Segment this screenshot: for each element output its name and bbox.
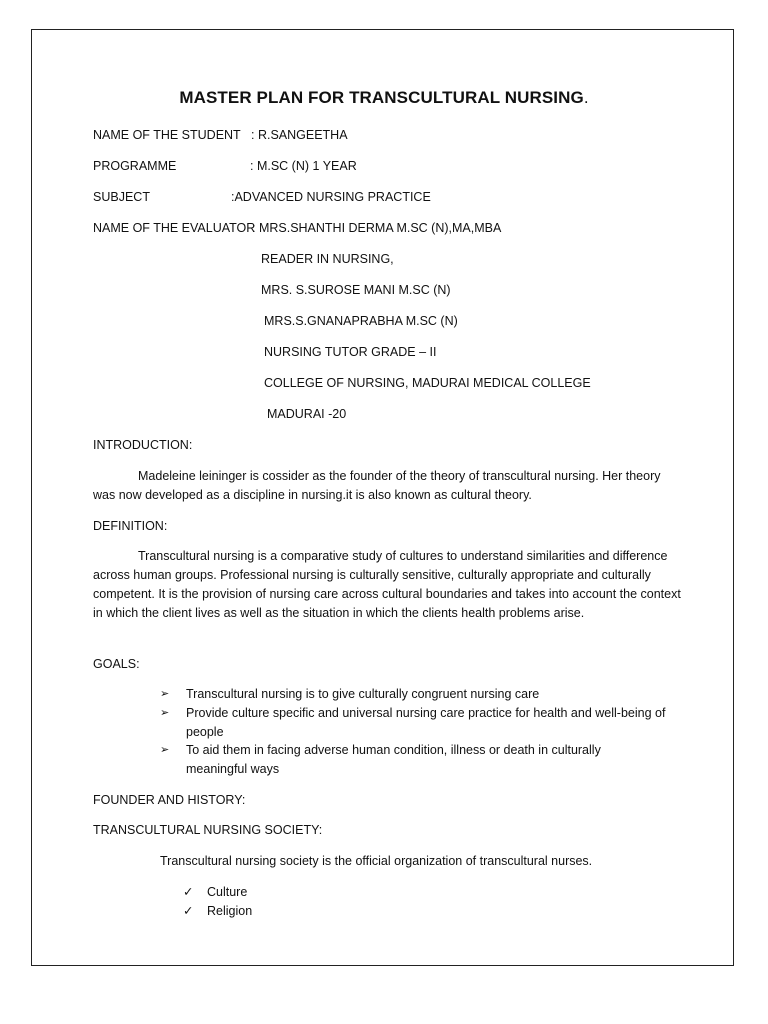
evaluator-line: MRS. S.SUROSE MANI M.SC (N)	[261, 283, 451, 297]
document-title	[0, 88, 768, 108]
programme-value: : M.SC (N) 1 YEAR	[250, 159, 357, 173]
programme-label: PROGRAMME	[93, 159, 177, 173]
society-list-item	[183, 883, 247, 902]
arrow-bullet-icon: ➢	[160, 688, 170, 700]
checkmark-icon: ✓	[183, 904, 194, 918]
student-value: : R.SANGEETHA	[251, 128, 348, 142]
founder-heading: FOUNDER AND HISTORY:	[93, 793, 246, 807]
document-title-period: .	[583, 88, 589, 107]
evaluator-line: READER IN NURSING,	[261, 252, 394, 266]
society-list-item	[183, 902, 252, 921]
checkmark-icon: ✓	[183, 885, 194, 899]
goal-text: To aid them in facing adverse human condition, illness or death in culturally meaningful ways	[186, 743, 601, 776]
definition-heading: DEFINITION:	[93, 519, 168, 533]
society-heading: TRANSCULTURAL NURSING SOCIETY:	[93, 823, 323, 837]
document-title-text: MASTER PLAN FOR TRANSCULTURAL NURSING	[179, 88, 584, 107]
evaluator-line: MRS.S.GNANAPRABHA M.SC (N)	[264, 314, 458, 328]
society-list-text: Religion	[207, 904, 253, 918]
subject-value: :ADVANCED NURSING PRACTICE	[231, 190, 431, 204]
goal-text: Provide culture specific and universal nursing care practice for health and well-being of people	[186, 706, 666, 739]
evaluator-line: MADURAI -20	[267, 407, 347, 421]
goal-text: Transcultural nursing is to give culturally congruent nursing care	[186, 687, 540, 701]
definition-text: Transcultural nursing is a comparative study of cultures to understand similarities and difference across human groups. Professional nursing is culturally sensitive, culturally appropriate and culturally competent. It is the provision of nursing care across cultural boundaries and takes into account the context in which the client lives as well as the situation in which the clients health problems arise.	[93, 549, 681, 620]
evaluator-label: NAME OF THE EVALUATOR	[93, 221, 256, 235]
student-label: NAME OF THE STUDENT	[93, 128, 241, 142]
society-text: Transcultural nursing society is the official organization of transcultural nurses.	[160, 854, 593, 868]
arrow-bullet-icon: ➢	[160, 707, 170, 719]
evaluator-line: COLLEGE OF NURSING, MADURAI MEDICAL COLLEGE	[264, 376, 591, 390]
definition-paragraph	[93, 547, 683, 623]
introduction-text: Madeleine leininger is cossider as the founder of the theory of transcultural nursing. Her theory was now developed as a discipline in nursing.it is also known as cultural theory.	[93, 469, 661, 502]
introduction-heading: INTRODUCTION:	[93, 438, 193, 452]
evaluator-value: : MRS.SHANTHI DERMA M.SC (N),MA,MBA	[252, 221, 502, 235]
introduction-paragraph	[93, 467, 683, 505]
arrow-bullet-icon: ➢	[160, 744, 170, 756]
subject-label: SUBJECT	[93, 190, 150, 204]
society-list-text: Culture	[207, 885, 248, 899]
goals-heading: GOALS:	[93, 657, 140, 671]
evaluator-line: NURSING TUTOR GRADE – II	[264, 345, 437, 359]
